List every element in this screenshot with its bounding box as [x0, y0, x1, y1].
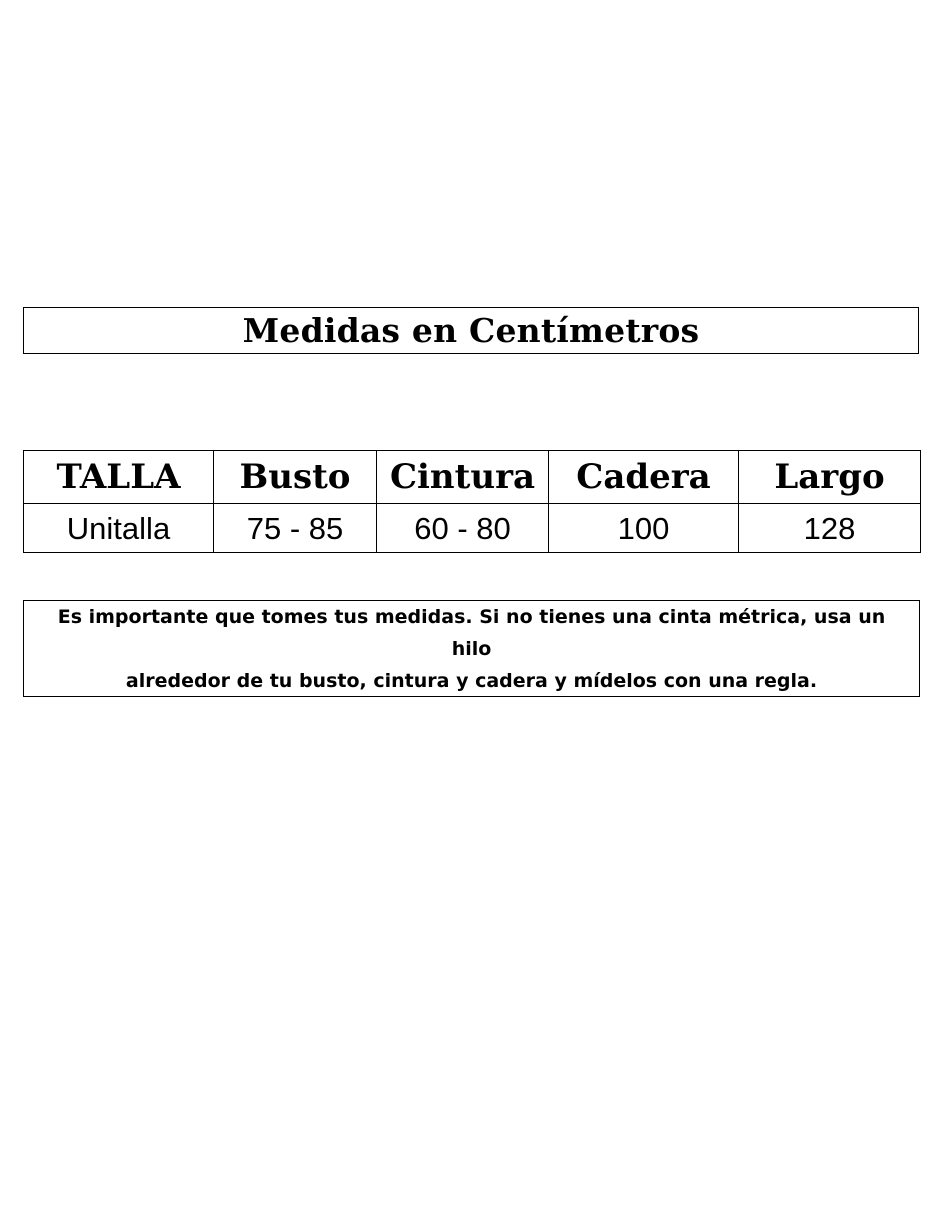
cell-cintura: 60 - 80 [377, 504, 549, 553]
note-box [23, 600, 920, 697]
header-largo: Largo [739, 451, 921, 504]
header-talla: TALLA [24, 451, 214, 504]
table-row [24, 504, 921, 553]
table-header-row [24, 451, 921, 504]
cell-busto: 75 - 85 [214, 504, 377, 553]
header-cintura: Cintura [377, 451, 549, 504]
page-title: Medidas en Centímetros [242, 311, 700, 350]
note-text [24, 601, 919, 697]
cell-largo: 128 [739, 504, 921, 553]
size-table [23, 450, 921, 553]
note-line-2: alrededor de tu busto, cintura y cadera y mídelos con una regla. [125, 669, 818, 692]
header-cadera: Cadera [549, 451, 739, 504]
note-line-1: Es importante que tomes tus medidas. Si no tienes una cinta métrica, usa un hilo [57, 605, 886, 660]
cell-talla: Unitalla [24, 504, 214, 553]
cell-cadera: 100 [549, 504, 739, 553]
title-box [23, 307, 919, 354]
header-busto: Busto [214, 451, 377, 504]
